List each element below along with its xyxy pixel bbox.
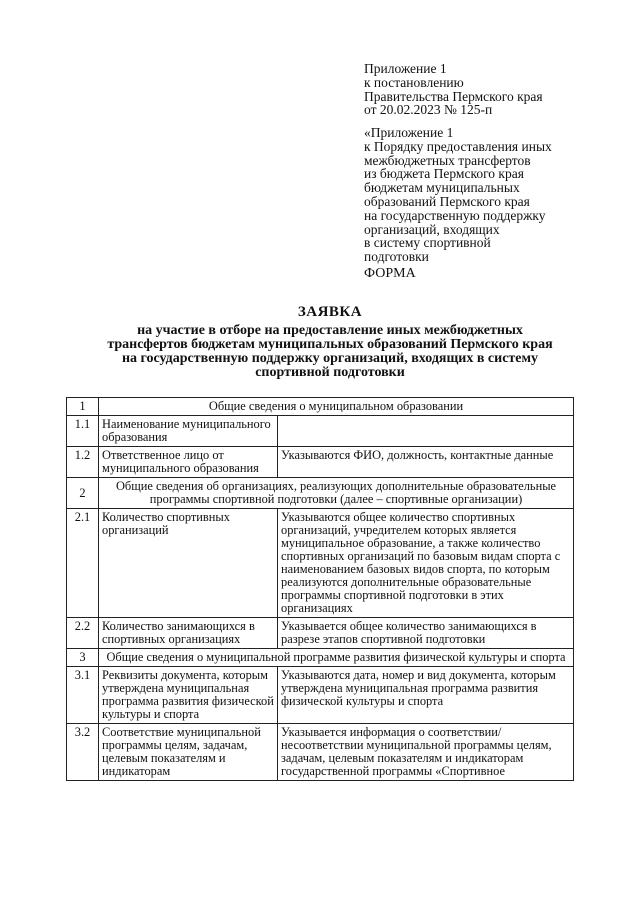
appendix-line: организаций, входящих — [364, 221, 500, 237]
row-description: Указываются ФИО, должность, контактные данные — [278, 447, 574, 478]
table-row — [67, 416, 574, 447]
row-name: Наименование муниципального образования — [99, 416, 278, 447]
subtitle-line: спортивной подготовки — [255, 365, 405, 380]
row-name: Количество спортивных организаций — [99, 509, 278, 618]
appendix-line: «Приложение 1 — [364, 125, 454, 140]
row-name: Соответствие муниципальной программы целям, задачам, целевым показателям и индикаторам — [99, 724, 278, 781]
table-row — [67, 724, 574, 781]
row-number: 3.2 — [67, 724, 99, 781]
table-section-row — [67, 398, 574, 416]
appendix-line: Приложение 1 — [364, 61, 447, 76]
appendix-line: бюджетам муниципальных — [364, 180, 520, 196]
appendix-line: к постановлению — [364, 74, 464, 90]
section-title: Общие сведения об организациях, реализующих дополнительные образовательные программы спортивной подготовки (далее – спортивные организации) — [99, 478, 574, 509]
form-label: ФОРМА — [364, 266, 416, 281]
section-title: Общие сведения о муниципальном образовании — [99, 398, 574, 416]
appendix-order-block — [364, 126, 604, 264]
appendix-line: образований Пермского края — [364, 193, 530, 209]
row-number: 2 — [67, 478, 99, 509]
row-number: 1.2 — [67, 447, 99, 478]
appendix-line: Правительства Пермского края — [364, 88, 543, 104]
appendix-line: подготовки — [364, 249, 429, 265]
table-row — [67, 618, 574, 649]
table-row — [67, 447, 574, 478]
subtitle-line: на участие в отборе на предоставление иных межбюджетных — [137, 323, 523, 338]
row-number: 1.1 — [67, 416, 99, 447]
table-section-row — [67, 649, 574, 667]
appendix-main-block — [364, 62, 604, 117]
row-number: 3 — [67, 649, 99, 667]
table-row — [67, 509, 574, 618]
appendix-line: из бюджета Пермского края — [364, 166, 524, 182]
application-form-table — [66, 397, 574, 781]
subtitle-line: на государственную поддержку организаций, входящих в систему — [121, 351, 539, 366]
table-row — [67, 667, 574, 724]
row-description: Указываются общее количество спортивных организаций, учредителем которых является муниципальное образование, а также количество спортивных организаций по базовым видам спорта с наименованием базовых видов спорта, по которым реализуются дополнительные образовательные программы спортивной подготовки в этих организациях — [278, 509, 574, 618]
table-section-row — [67, 478, 574, 509]
row-description — [278, 416, 574, 447]
appendix-line: к Порядку предоставления иных — [364, 138, 552, 154]
row-number: 2.2 — [67, 618, 99, 649]
appendix-line: от 20.02.2023 № 125-п — [364, 102, 493, 118]
row-description: Указывается информация о соответствии/ несоответствии муниципальной программы целям, задачам, целевым показателям и индикаторам государственной программы «Спортивное — [278, 724, 574, 781]
row-number: 1 — [67, 398, 99, 416]
row-number: 2.1 — [67, 509, 99, 618]
appendix-line: межбюджетных трансфертов — [364, 152, 531, 168]
row-number: 3.1 — [67, 667, 99, 724]
subtitle-line: трансфертов бюджетам муниципальных образований Пермского края — [107, 337, 553, 352]
appendix-line: в систему спортивной — [364, 235, 491, 251]
appendix-line: на государственную поддержку — [364, 207, 546, 223]
document-title: ЗАЯВКА — [297, 304, 363, 320]
row-name: Ответственное лицо от муниципального образования — [99, 447, 278, 478]
row-name: Реквизиты документа, которым утверждена муниципальная программа развития физической культуры и спорта — [99, 667, 278, 724]
row-description: Указывается общее количество занимающихся в разрезе этапов спортивной подготовки — [278, 618, 574, 649]
row-description: Указываются дата, номер и вид документа, которым утверждена муниципальная программа развития физической культуры и спорта — [278, 667, 574, 724]
section-title: Общие сведения о муниципальной программе развития физической культуры и спорта — [99, 649, 574, 667]
document-subtitle — [80, 324, 580, 380]
row-name: Количество занимающихся в спортивных организациях — [99, 618, 278, 649]
